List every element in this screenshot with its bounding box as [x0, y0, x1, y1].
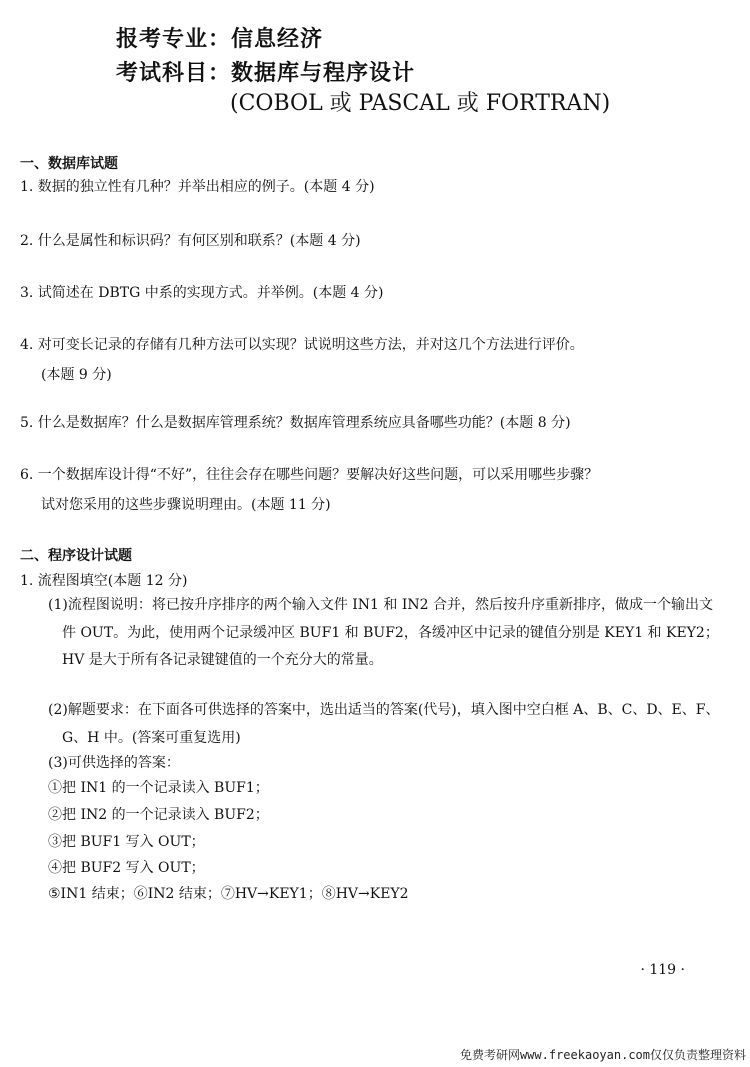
answer-requirements: (2)解题要求：在下面各可供选择的答案中，选出适当的答案(代号)，填入图中空白框 A、B、C、D、E、F、G、H 中。(答案可重复选用)	[48, 702, 720, 746]
programming-question-title: 1. 流程图填空(本题 12 分)	[20, 573, 188, 589]
question-item	[20, 460, 720, 520]
question-text: 2. 什么是属性和标识码？有何区别和联系？(本题 4 分)	[20, 233, 361, 249]
page-number: · 119 ·	[640, 962, 685, 978]
question-item	[20, 408, 720, 438]
question-continuation: (本题 9 分)	[41, 367, 112, 383]
answer-option: ⑤IN1 结束；⑥IN2 结束；⑦HV→KEY1；⑧HV→KEY2	[48, 886, 409, 902]
answer-option: ③把 BUF1 写入 OUT；	[48, 834, 205, 850]
answer-option: ②把 IN2 的一个记录读入 BUF2；	[48, 807, 269, 823]
section-programming-title: 二、程序设计试题	[20, 548, 132, 564]
section-database-title: 一、数据库试题	[20, 156, 118, 172]
question-continuation: 试对您采用的这些步骤说明理由。(本题 11 分)	[41, 497, 331, 513]
question-text: 4. 对可变长记录的存储有几种方法可以实现？试说明这些方法，并对这几个方法进行评价。	[20, 337, 584, 353]
header-major: 报考专业：信息经济	[116, 26, 324, 52]
question-text: 1. 数据的独立性有几种？并举出相应的例子。(本题 4 分)	[20, 179, 375, 195]
question-item	[20, 278, 720, 308]
answer-option: ④把 BUF2 写入 OUT；	[48, 860, 205, 876]
question-text: 3. 试简述在 DBTG 中系的实现方式。并举例。(本题 4 分)	[20, 285, 384, 301]
flowchart-description: (1)流程图说明：将已按升序排序的两个输入文件 IN1 和 IN2 合并，然后按升序重新排序，做成一个输出文件 OUT。为此，使用两个记录缓冲区 BUF1 和 BUF2，各缓冲区中记录的键值分别是 KEY1 和 KEY2；HV 是大于所有各记录键键值的一个充分大的常量。	[48, 597, 719, 668]
answer-option: ①把 IN1 的一个记录读入 BUF1；	[48, 780, 269, 796]
question-text: 6. 一个数据库设计得“不好”，往往会存在哪些问题？要解决好这些问题，可以采用哪些步骤？	[20, 467, 599, 483]
question-text: 5. 什么是数据库？什么是数据库管理系统？数据库管理系统应具备哪些功能？(本题 8 分)	[20, 415, 571, 431]
question-item	[20, 172, 720, 202]
header-subject: 考试科目：数据库与程序设计	[116, 60, 416, 86]
question-item	[20, 226, 720, 256]
watermark-text: 免费考研网www.freekaoyan.com仅仅负责整理资料	[459, 1048, 746, 1062]
answer-options-heading: (3)可供选择的答案：	[48, 755, 180, 771]
header-languages: (COBOL 或 PASCAL 或 FORTRAN)	[230, 91, 611, 116]
question-item	[20, 330, 720, 390]
